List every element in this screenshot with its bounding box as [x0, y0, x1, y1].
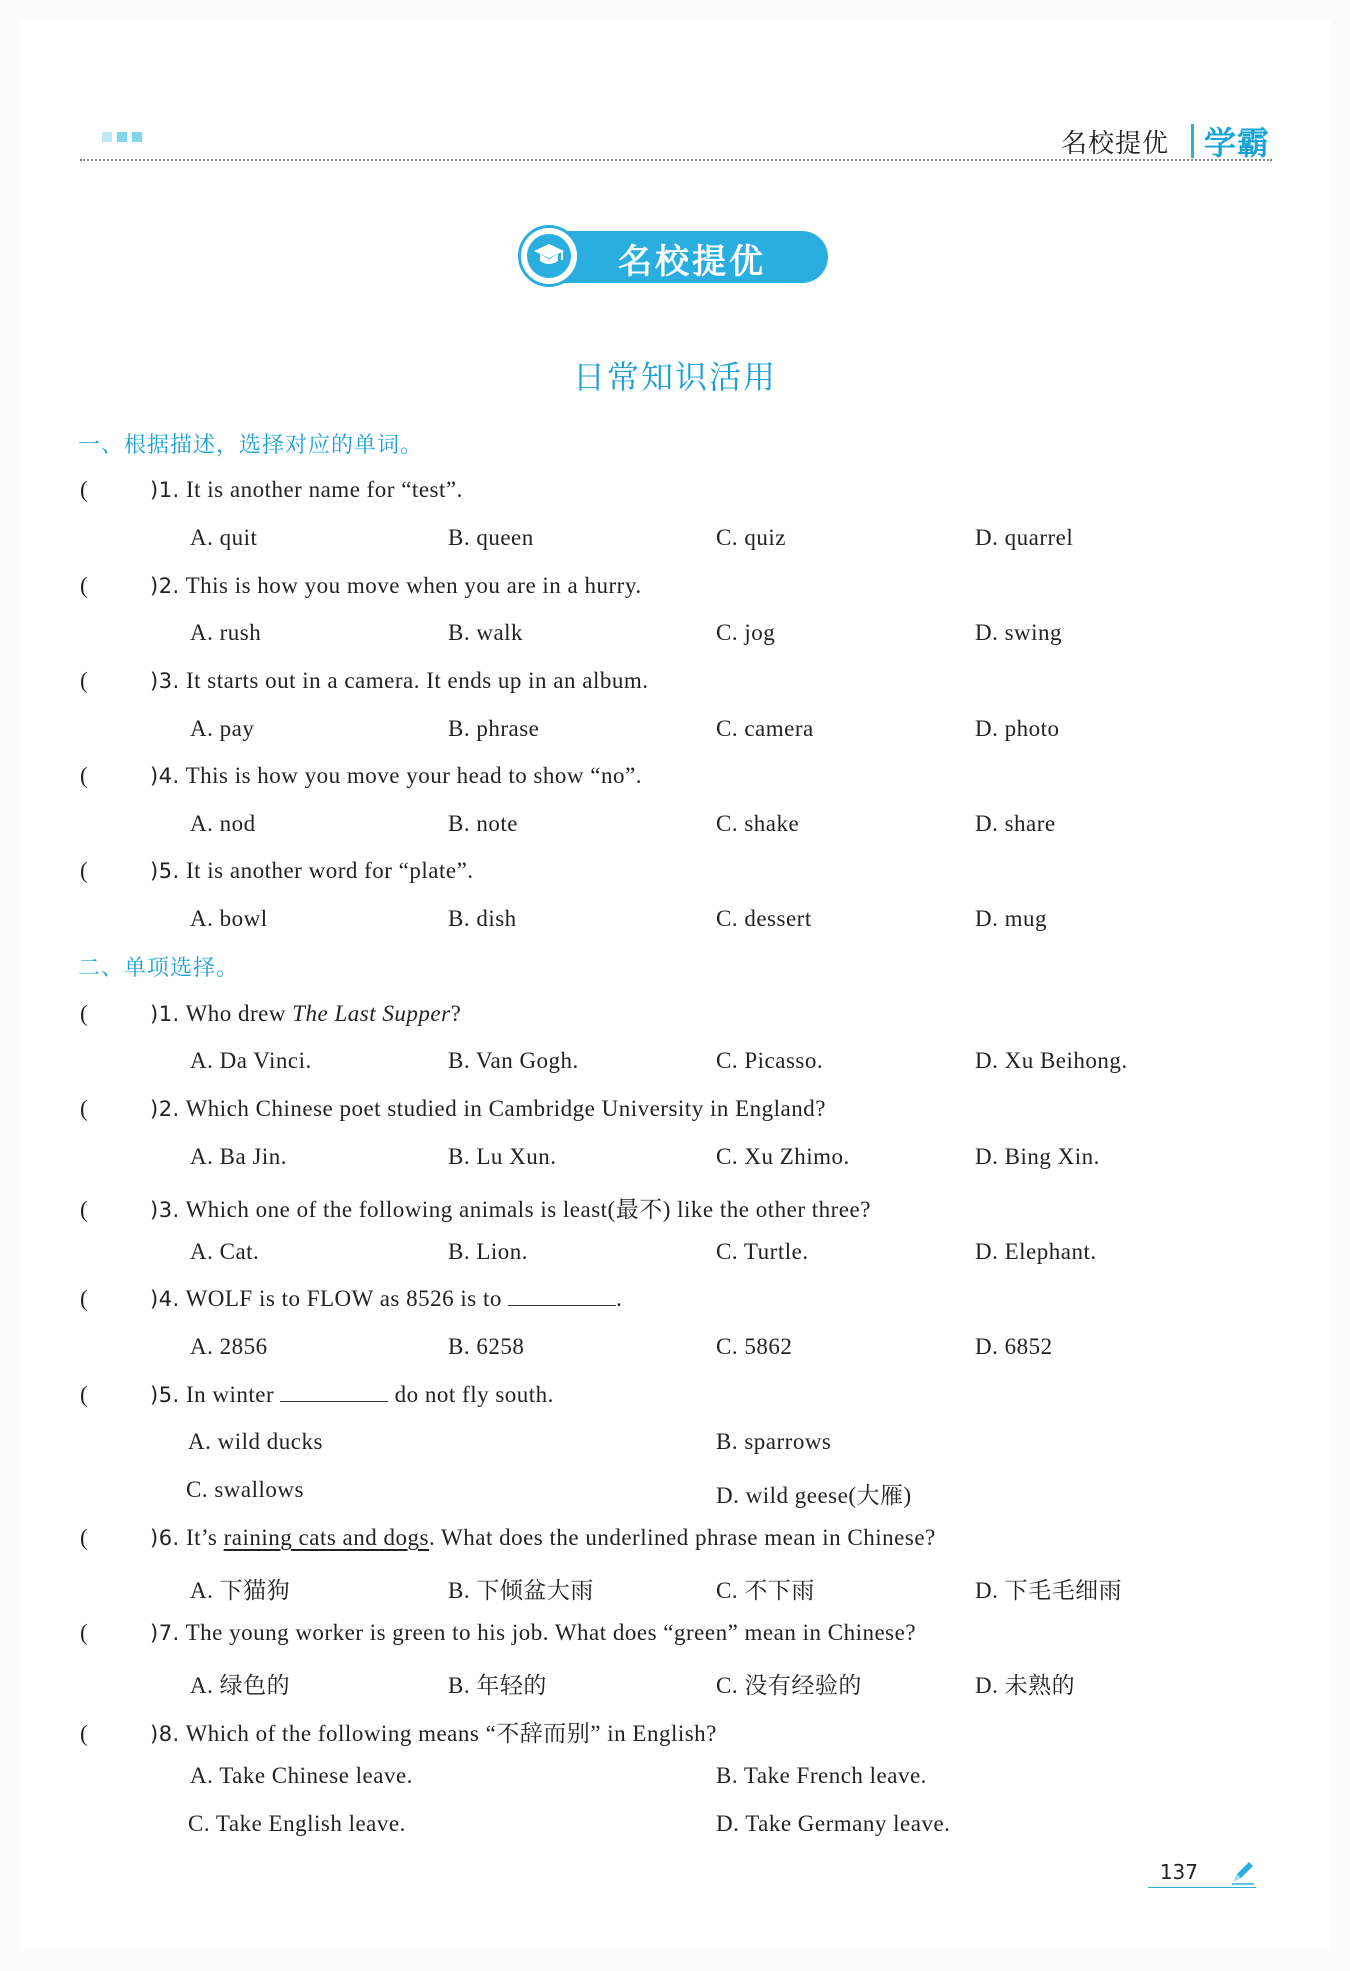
option-d[interactable]: D. swing [975, 620, 1063, 645]
header-divider [1191, 124, 1194, 158]
page-subtitle: 日常知识活用 [572, 358, 777, 396]
option-d[interactable]: D. Take Germany leave. [716, 1811, 951, 1836]
option-b[interactable]: B. queen [448, 525, 534, 550]
option-a[interactable]: A. Ba Jin. [190, 1144, 287, 1169]
s1-q1: ( )1. It is another name for “test”. [80, 477, 463, 502]
section-2-title: 二、单项选择。 [78, 956, 240, 981]
option-c[interactable]: C. Picasso. [716, 1048, 824, 1073]
s1-q2: ( )2. This is how you move when you are in a hurry. [80, 573, 642, 598]
option-a[interactable]: A. wild ducks [188, 1429, 323, 1454]
option-b[interactable]: B. phrase [448, 716, 540, 741]
option-b[interactable]: B. Lion. [448, 1239, 529, 1264]
option-d[interactable]: D. 6852 [975, 1334, 1053, 1359]
s2-q5: ( )5. In winter do not fly south. [80, 1382, 554, 1407]
option-c[interactable]: C. camera [716, 716, 814, 741]
s1-q4: ( )4. This is how you move your head to show “no”. [80, 763, 642, 788]
option-a[interactable]: A. Cat. [190, 1239, 260, 1264]
option-b[interactable]: B. dish [448, 906, 517, 931]
option-c[interactable]: C. swallows [186, 1477, 304, 1502]
option-a[interactable]: A. 2856 [190, 1334, 268, 1359]
option-d[interactable]: D. wild geese(大雁) [716, 1483, 912, 1508]
page-number-rule [1148, 1887, 1256, 1888]
option-c[interactable]: C. Xu Zhimo. [716, 1144, 850, 1169]
header-brand [1061, 118, 1270, 164]
s2-q7: ( )7. The young worker is green to his job. What does “green” mean in Chinese? [80, 1620, 917, 1645]
option-a[interactable]: A. Take Chinese leave. [190, 1763, 413, 1788]
option-b[interactable]: B. Take French leave. [716, 1763, 927, 1788]
answer-paren[interactable]: ( [80, 668, 89, 693]
s2-q8: ( )8. Which of the following means “不辞而别” in English? [80, 1721, 717, 1746]
answer-paren[interactable]: ( [80, 1286, 89, 1311]
option-c[interactable]: C. quiz [716, 525, 786, 550]
option-d[interactable]: D. 未熟的 [975, 1673, 1076, 1698]
option-b[interactable]: B. Lu Xun. [448, 1144, 557, 1169]
underlined-phrase: raining cats and dogs [223, 1525, 429, 1550]
option-d[interactable]: D. mug [975, 906, 1047, 931]
header-series-logo: 学霸 [1203, 124, 1270, 162]
option-c[interactable]: C. 不下雨 [716, 1578, 815, 1603]
s2-q6: ( )6. It’s raining cats and dogs. What does the underlined phrase mean in Chinese? [80, 1525, 936, 1550]
s1-q3: ( )3. It starts out in a camera. It ends up in an album. [80, 668, 649, 693]
option-b[interactable]: B. note [448, 811, 518, 836]
answer-blank[interactable] [280, 1383, 388, 1402]
option-d[interactable]: D. Bing Xin. [975, 1144, 1100, 1169]
option-c[interactable]: C. 5862 [716, 1334, 793, 1359]
answer-paren[interactable]: ( [80, 1620, 89, 1645]
section-1-title: 一、根据描述，选择对应的单词。 [78, 433, 424, 458]
s2-q2: ( )2. Which Chinese poet studied in Cambridge University in England? [80, 1096, 826, 1121]
option-d[interactable]: D. photo [975, 716, 1060, 741]
option-c[interactable]: C. shake [716, 811, 800, 836]
option-a[interactable]: A. pay [190, 716, 255, 741]
option-c[interactable]: C. jog [716, 620, 776, 645]
answer-paren[interactable]: ( [80, 1001, 89, 1026]
graduation-cap-icon [533, 242, 565, 270]
artwork-title: The Last Supper [292, 1001, 451, 1026]
section-banner [518, 225, 828, 289]
option-c[interactable]: C. Take English leave. [188, 1811, 406, 1836]
answer-blank[interactable] [508, 1287, 616, 1306]
answer-paren[interactable]: ( [80, 573, 89, 598]
option-a[interactable]: A. quit [190, 525, 258, 550]
option-a[interactable]: A. nod [190, 811, 256, 836]
answer-paren[interactable]: ( [80, 1525, 89, 1550]
option-c[interactable]: C. dessert [716, 906, 812, 931]
option-b[interactable]: B. 下倾盆大雨 [448, 1578, 594, 1603]
s2-q4: ( )4. WOLF is to FLOW as 8526 is to . [80, 1286, 623, 1311]
answer-paren[interactable]: ( [80, 1721, 89, 1746]
option-d[interactable]: D. 下毛毛细雨 [975, 1578, 1123, 1603]
option-d[interactable]: D. share [975, 811, 1056, 836]
answer-paren[interactable]: ( [80, 858, 89, 883]
option-d[interactable]: D. Xu Beihong. [975, 1048, 1128, 1073]
header-brand-text: 名校提优 [1060, 128, 1169, 159]
s2-q1: ( )1. Who drew The Last Supper? [80, 1001, 462, 1026]
option-b[interactable]: B. Van Gogh. [448, 1048, 579, 1073]
option-a[interactable]: A. bowl [190, 906, 268, 931]
option-b[interactable]: B. 6258 [448, 1334, 525, 1359]
option-b[interactable]: B. 年轻的 [448, 1673, 547, 1698]
banner-label: 名校提优 [618, 242, 766, 282]
option-a[interactable]: A. 下猫狗 [190, 1578, 291, 1603]
page [20, 20, 1330, 1951]
answer-paren[interactable]: ( [80, 1096, 89, 1121]
pencil-icon [1228, 1857, 1258, 1887]
answer-paren[interactable]: ( [80, 1197, 89, 1222]
option-c[interactable]: C. Turtle. [716, 1239, 809, 1264]
option-c[interactable]: C. 没有经验的 [716, 1673, 862, 1698]
answer-paren[interactable]: ( [80, 763, 89, 788]
option-a[interactable]: A. 绿色的 [190, 1673, 291, 1698]
option-a[interactable]: A. Da Vinci. [190, 1048, 312, 1073]
banner-circle [518, 225, 580, 287]
option-d[interactable]: D. quarrel [975, 525, 1074, 550]
option-b[interactable]: B. walk [448, 620, 524, 645]
answer-paren[interactable]: ( [80, 477, 89, 502]
page-number: 137 [1159, 1860, 1198, 1884]
option-b[interactable]: B. sparrows [716, 1429, 832, 1454]
option-a[interactable]: A. rush [190, 620, 262, 645]
option-d[interactable]: D. Elephant. [975, 1239, 1097, 1264]
header-decoration [102, 132, 142, 142]
s2-q3: ( )3. Which one of the following animals is least(最不) like the other three? [80, 1197, 871, 1222]
s1-q5: ( )5. It is another word for “plate”. [80, 858, 474, 883]
answer-paren[interactable]: ( [80, 1382, 89, 1407]
